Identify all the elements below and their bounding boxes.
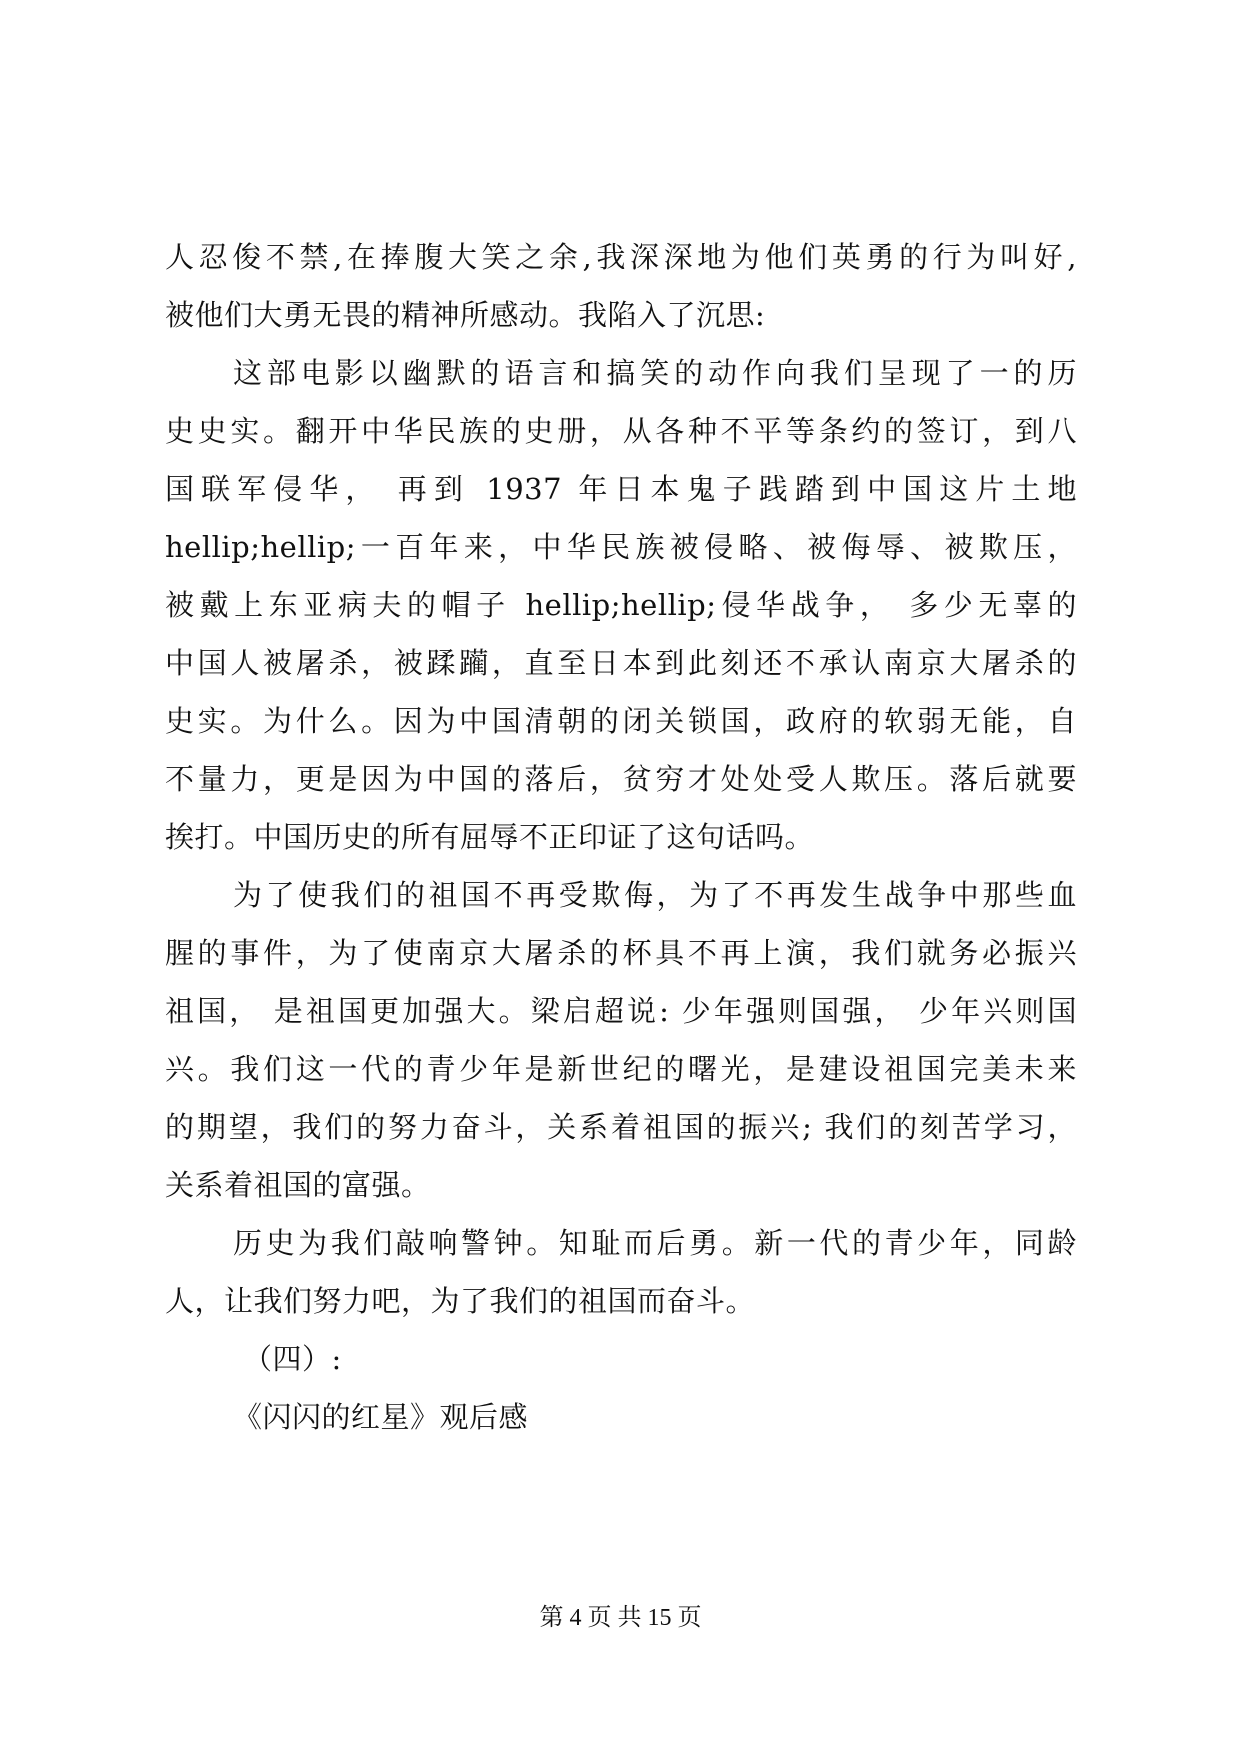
text-line: 这部电影以幽默的语言和搞笑的动作向我们呈现了一的历 [233,356,1077,390]
text-line: 兴。我们这一代的青少年是新世纪的曙光，是建设祖国完美未来 [165,1052,1077,1086]
text-line: 中国人被屠杀，被蹂躏，直至日本到此刻还不承认南京大屠杀的 [165,646,1077,680]
text-line: 国联军侵华， 再到 1937 年日本鬼子践踏到中国这片土地 [165,472,1077,506]
page-footer: 第 4 页 共 15 页 [539,1605,702,1631]
text-line: 的期望，我们的努力奋斗，关系着祖国的振兴; 我们的刻苦学习， [165,1110,1077,1144]
text-line: hellip;hellip;一百年来，中华民族被侵略、被侮辱、被欺压， [165,530,1077,564]
text-line: 挨打。中国历史的所有屈辱不正印证了这句话吗。 [165,820,815,854]
text-line: 被戴上东亚病夫的帽子 hellip;hellip;侵华战争， 多少无辜的 [165,588,1077,622]
text-line: 史实。为什么。因为中国清朝的闭关锁国，政府的软弱无能，自 [165,704,1077,738]
text-line: 人，让我们努力吧，为了我们的祖国而奋斗。 [165,1284,756,1318]
text-line: 历史为我们敲响警钟。知耻而后勇。新一代的青少年，同龄 [233,1226,1077,1260]
text-line: 《闪闪的红星》观后感 [233,1400,529,1434]
text-line: 为了使我们的祖国不再受欺侮，为了不再发生战争中那些血 [233,878,1077,912]
text-line: 腥的事件，为了使南京大屠杀的杯具不再上演，我们就务必振兴 [165,936,1077,970]
text-line: 史史实。翻开中华民族的史册，从各种不平等条约的签订，到八 [165,414,1077,448]
text-line: 人忍俊不禁,在捧腹大笑之余,我深深地为他们英勇的行为叫好, [165,240,1077,274]
text-line: （四）: [243,1342,342,1376]
text-line: 关系着祖国的富强。 [165,1168,431,1202]
text-line: 祖国， 是祖国更加强大。梁启超说: 少年强则国强， 少年兴则国 [165,994,1077,1028]
text-line: 不量力，更是因为中国的落后，贫穷才处处受人欺压。落后就要 [165,762,1077,796]
text-line: 被他们大勇无畏的精神所感动。我陷入了沉思: [165,298,766,332]
document-body [165,228,1077,1446]
